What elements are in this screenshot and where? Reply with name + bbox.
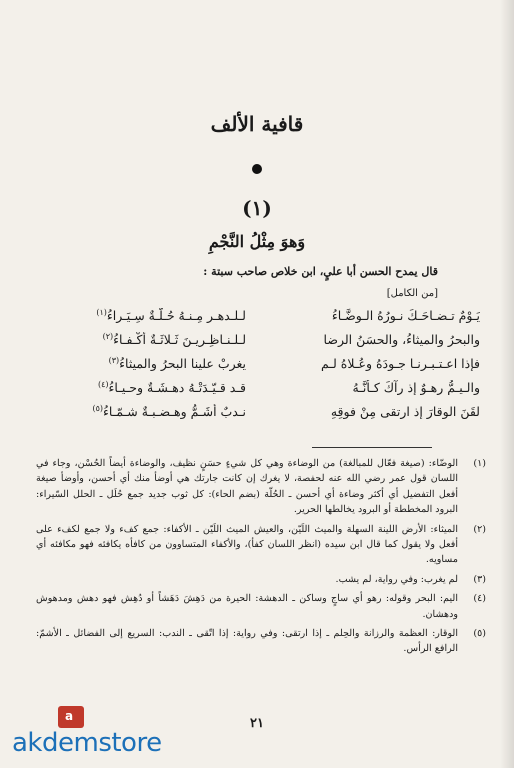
footnote-number: (١)	[473, 458, 486, 469]
footnote	[36, 522, 486, 568]
footnote-text: الوقار: العظمة والرزانة والحِلم ـ إذا ارتقى: وفي رواية: إذا اتّقى ـ الندب: السريع إلى الفضائل ـ الأشمّ: الرافع الرأس.	[36, 628, 458, 655]
footnote-number: (٤)	[473, 593, 486, 605]
footnote	[36, 591, 486, 622]
footnote	[36, 572, 486, 587]
footnote-ref: (٥)	[92, 404, 104, 413]
verse-second-hemistich: يغربْ علينا البحرُ والميثاءُ$^{(٣)}$	[108, 356, 246, 372]
verse-second-hemistich: لـلـنـاظِـريـنَ ثَـلاثَـةٌ أكْـفـاءُ$^{(٢)}$	[102, 332, 246, 348]
footnotes	[36, 456, 486, 661]
poem-title: وَهوَ مِثْلُ النَّجْمِ	[208, 232, 306, 251]
footnote-number: (٢)	[473, 523, 486, 535]
verse-first-hemistich: يَـوْمٌ تـضـاحَـكَ نـورُهُ الـوضَّـاءُ	[331, 308, 480, 324]
verse-second-hemistich: نـدبٌ أشَـمُّ وهـضـبـةٌ شـمّـاءُ$^{(٥)}$	[92, 404, 246, 420]
verse-line	[36, 380, 480, 404]
store-watermark-logo	[12, 706, 202, 756]
verse-first-hemistich: والـيـمُّ رهـوٌ إذ رآكَ كـأنَّـهُ	[352, 380, 480, 396]
footnote-text: الميثاء: الأرض اللينة السهلة والميث اللَيّن، والعيش الميث اللَيّن ـ الأكفاء: جمع كفء ولا جمع لكفء على أفعل ولا يقول كما قال ابن سيده (انظر اللسان كفأ)، والأكفاء المتساوون من كافأه يكافئه فهو مكافئه أي مساويه.	[36, 523, 458, 566]
footnote	[36, 456, 486, 518]
verses	[36, 308, 480, 428]
ornament-dot	[252, 164, 262, 174]
verse-first-hemistich: فإذا اعـتـبـرنـا جـودَهُ وعُـلاهُ لـم	[321, 356, 480, 372]
footnote-text: الوضّاء: (صيغة فعّال للمبالغة) من الوضاءة وهي كل شيءٍ حسَنٍ نظيف، والوضاءة أيضاً الحُسْن، وجاء في اللسان قول عمر رضي الله عنه لحفصة، لا يغرك إن كانت جارتك هي أوضأ منك أي أحسن، وأوضأ صيغة أفعل التفضيل أي أكثر وضاءة أي أحسن ـ الحُلّة (بضم الحاء): كل ثوب جديد جمع حُلَل ـ الحلل السّيراء: البرود المخططة أو البرود يخالطها الحرير.	[36, 458, 458, 516]
footnote	[36, 626, 486, 657]
footnote-ref: (٤)	[97, 380, 109, 389]
footnote-text: اليم: البحر وقوله: رهو أي ساجٍ وساكن ـ الدهشة: الحيرة من دَهِشَ دَهَشاً أو دُهِش فهو دهش ومدهوش ودهشان.	[36, 593, 458, 620]
footnote-rule	[312, 447, 432, 448]
footnote-ref: (١)	[96, 308, 107, 317]
footnote-number: (٣)	[473, 573, 486, 585]
verse-second-hemistich: لـلـدهـرِ مِـنـهُ حُـلَّـةٌ سِـيَـراءُ$^{(١)}$	[96, 308, 246, 324]
footnote-number: (٥)	[473, 628, 486, 640]
verse-line	[36, 356, 480, 380]
verse-first-hemistich: والبحرُ والميثاءُ، والحسَنُ الرضا	[323, 332, 480, 348]
watermark-text: akdemstore	[12, 728, 162, 758]
footnote-ref: (٣)	[108, 356, 120, 365]
poem-meter: [من الكامل]	[386, 288, 438, 299]
footnote-ref: (٢)	[102, 332, 114, 341]
poem-number: (١)	[242, 196, 272, 220]
verse-first-hemistich: لقَنَ الوقارَ إذ ارتقى مِنْ فوقِهِ	[330, 404, 480, 420]
verse-second-hemistich: قـد قـيّـدَتْـهُ دهـشَـةٌ وحـيـاءُ$^{(٤)}$	[97, 380, 246, 396]
chapter-title: قافية الألف	[210, 112, 304, 136]
verse-line	[36, 404, 480, 428]
verse-line	[36, 308, 480, 332]
bag-icon: a	[58, 706, 84, 728]
verse-line	[36, 332, 480, 356]
footnote-text: لم يغرب: وفي رواية، لم يشب.	[335, 573, 458, 585]
page-number: ٢١	[250, 716, 264, 731]
poem-intro: قال يمدح الحسن أبا عليٍ، ابن خلاص صاحب سبتة :	[203, 265, 438, 278]
